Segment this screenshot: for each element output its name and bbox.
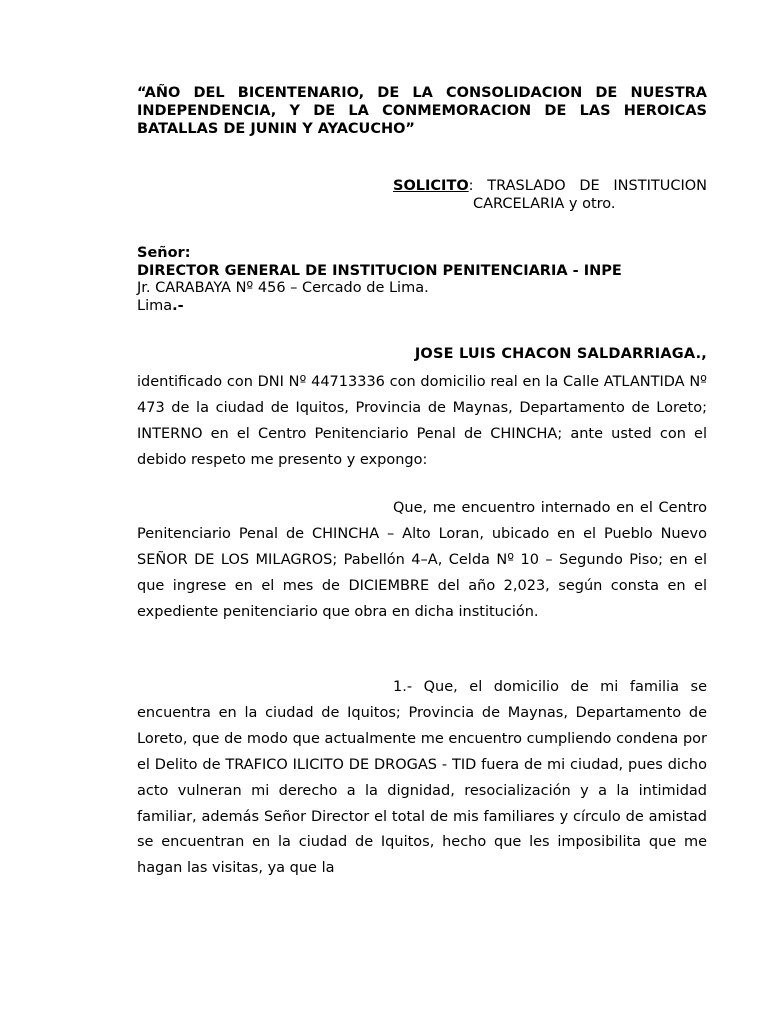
addressee-block — [137, 245, 707, 315]
request-text-1: : TRASLADO DE INSTITUCION — [468, 178, 707, 194]
second-paragraph: 1.- Que, el domicilio de mi familia se encuentra en la ciudad de Iquitos; Provincia de Maynas, Departamento de Loreto, que de modo que actualmente me encuentro cumpliendo condena por el Delito de TRAFICO ILICITO DE DROGAS - TID fuera de mi ciudad, pues dicho acto vulneran mi derecho a la dignidad, resocialización y a la intimidad familiar, además Señor Director el total de mis familiares y círculo de amistad se encuentran en la ciudad de Iquitos, hecho que les imposibilita que me hagan las visitas, ya que la — [137, 679, 707, 877]
request-subject — [393, 177, 707, 213]
identification-paragraph: identificado con DNI Nº 44713336 con domicilio real en la Calle ATLANTIDA Nº 473 de la ciudad de Iquitos, Provincia de Maynas, Departamento de Loreto; INTERNO en el Centro Penitenciario Penal de CHINCHA; ante usted con el debido respeto me presento y expongo: — [137, 374, 707, 468]
request-line-2: CARCELARIA y otro. — [473, 196, 616, 212]
addressee-city: Lima — [137, 297, 173, 314]
first-paragraph: Que, me encuentro internado en el Centro Penitenciario Penal de CHINCHA – Alto Loran, ubicado en el Pueblo Nuevo SEÑOR DE LOS MILAGROS; Pabellón 4–A, Celda Nº 10 – Segundo Piso; en el que ingrese en el mes de DICIEMBRE del año 2,023, según consta en el expediente penitenciario que obra en dicha institución. — [137, 500, 707, 620]
addressee-city-line — [137, 298, 707, 316]
addressee-city-suffix: .- — [172, 297, 184, 314]
addressee-address: Jr. CARABAYA Nº 456 – Cercado de Lima. — [137, 280, 429, 296]
salutation: Señor: — [137, 245, 191, 261]
applicant-name: JOSE LUIS CHACON SALDARRIAGA., — [414, 346, 707, 362]
request-line-1 — [393, 177, 707, 195]
addressee-title: DIRECTOR GENERAL DE INSTITUCION PENITENCIARIA - INPE — [137, 262, 622, 279]
document-heading: “AÑO DEL BICENTENARIO, DE LA CONSOLIDACION DE NUESTRA INDEPENDENCIA, Y DE LA CONMEMORACION DE LAS HEROICAS BATALLAS DE JUNIN Y AYACUCHO” — [137, 85, 707, 137]
request-key: SOLICITO — [393, 178, 469, 194]
